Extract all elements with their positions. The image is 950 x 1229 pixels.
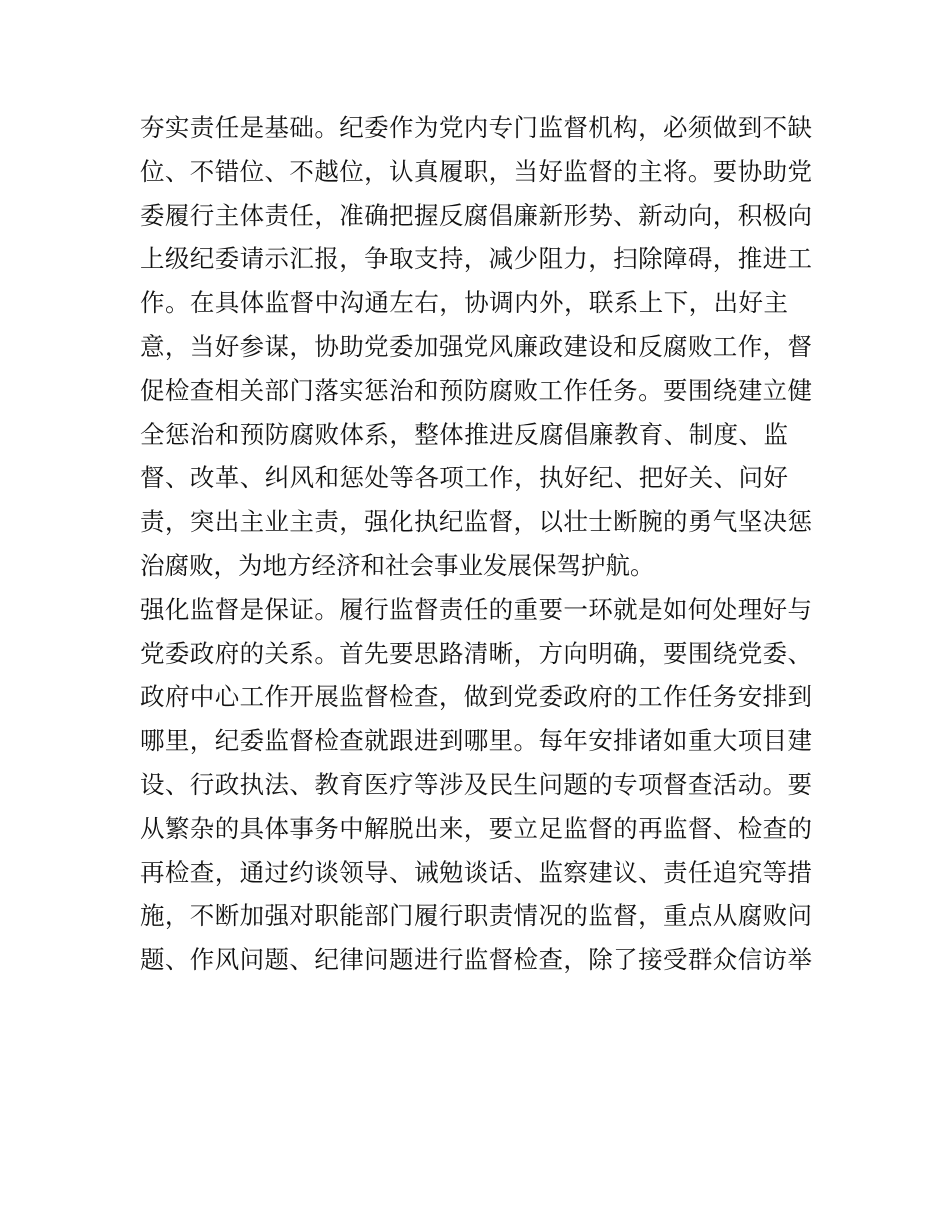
text-line: 治腐败，为地方经济和社会事业发展保驾护航。 <box>140 550 655 580</box>
text-line: 上级纪委请示汇报，争取支持，减少阻力，扫除障碍，推进工 <box>140 244 812 274</box>
text-line: 意，当好参谋，协助党委加强党风廉政建设和反腐败工作，督 <box>140 331 812 361</box>
paragraph-supervision <box>140 588 812 982</box>
text-line: 从繁杂的具体事务中解脱出来，要立足监督的再监督、检查的 <box>140 813 812 843</box>
text-line: 作。在具体监督中沟通左右，协调内外，联系上下，出好主 <box>140 288 788 318</box>
text-line: 再检查，通过约谈领导、诫勉谈话、监察建议、责任追究等措 <box>140 857 812 887</box>
text-line: 位、不错位、不越位，认真履职，当好监督的主将。要协助党 <box>140 156 812 186</box>
text-line: 题、作风问题、纪律问题进行监督检查，除了接受群众信访举 <box>140 945 812 975</box>
text-line: 施，不断加强对职能部门履行职责情况的监督，重点从腐败问 <box>140 901 812 931</box>
text-line: 设、行政执法、教育医疗等涉及民生问题的专项督查活动。要 <box>140 769 812 799</box>
text-line: 强化监督是保证。履行监督责任的重要一环就是如何处理好与 <box>140 594 812 624</box>
document-body <box>140 106 812 982</box>
paragraph-responsibility <box>140 106 812 588</box>
text-line: 政府中心工作开展监督检查，做到党委政府的工作任务安排到 <box>140 682 812 712</box>
text-line: 哪里，纪委监督检查就跟进到哪里。每年安排诸如重大项目建 <box>140 726 812 756</box>
text-line: 全惩治和预防腐败体系，整体推进反腐倡廉教育、制度、监 <box>140 419 788 449</box>
text-line: 夯实责任是基础。纪委作为党内专门监督机构，必须做到不缺 <box>140 113 812 142</box>
text-line: 党委政府的关系。首先要思路清晰，方向明确，要围绕党委、 <box>140 638 812 668</box>
text-line: 责，突出主业主责，强化执纪监督，以壮士断腕的勇气坚决惩 <box>140 507 812 537</box>
text-line: 促检查相关部门落实惩治和预防腐败工作任务。要围绕建立健 <box>140 375 812 405</box>
text-line: 委履行主体责任，准确把握反腐倡廉新形势、新动向，积极向 <box>140 200 812 230</box>
text-line: 督、改革、纠风和惩处等各项工作，执好纪、把好关、问好 <box>140 463 788 493</box>
